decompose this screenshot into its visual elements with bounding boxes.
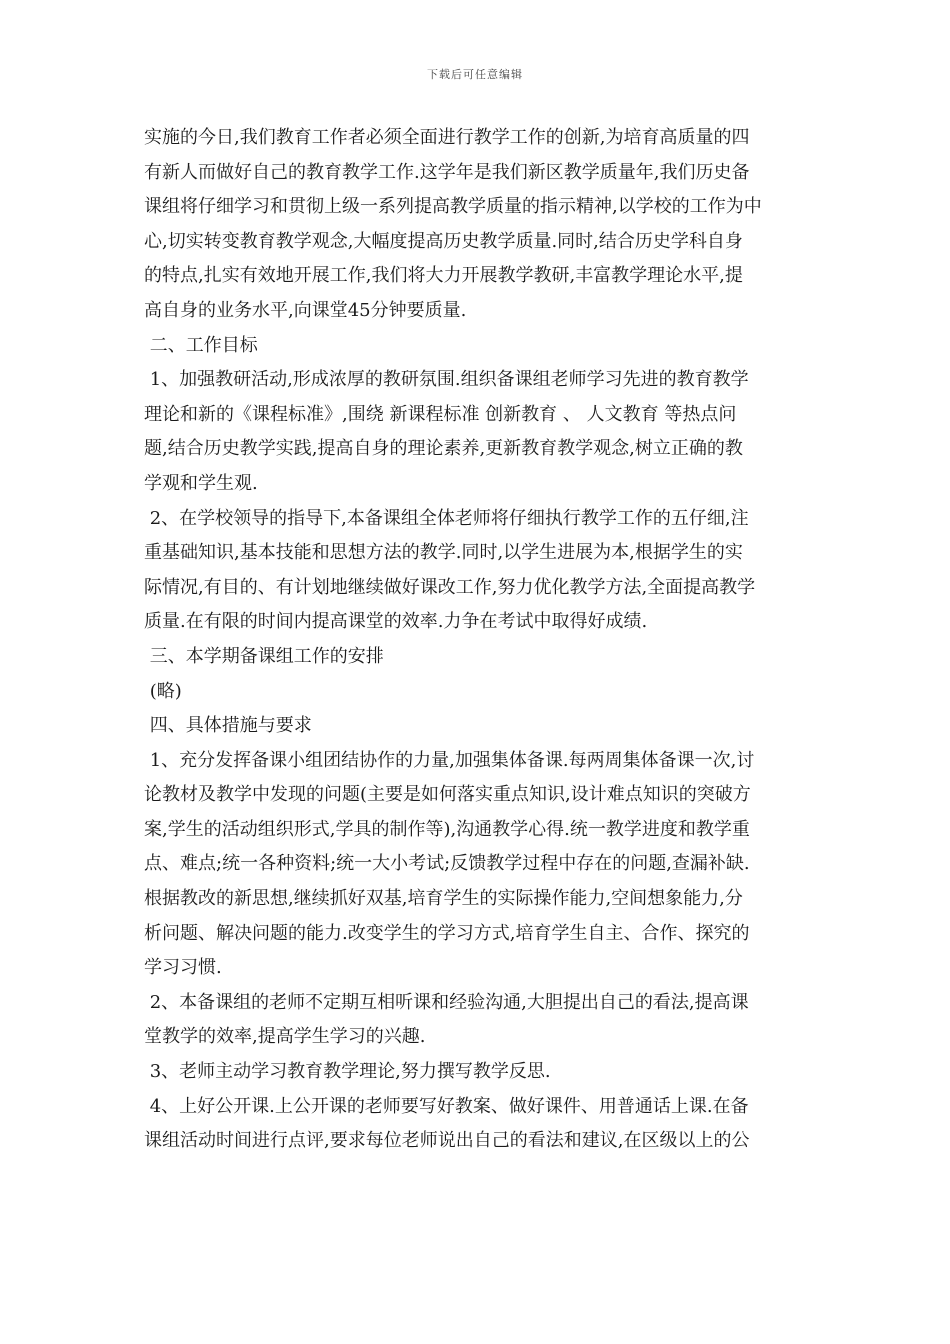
text-line: 学习习惯.	[144, 957, 222, 979]
text-line: 1、加强教研活动,形成浓厚的教研氛围.组织备课组老师学习先进的教育教学	[144, 369, 749, 391]
text-line: 的特点,扎实有效地开展工作,我们将大力开展教学教研,丰富教学理论水平,提	[144, 265, 743, 287]
section-heading: 二、工作目标	[144, 334, 258, 356]
page-header: 下载后可任意编辑	[427, 68, 523, 81]
text-line: 2、在学校领导的指导下,本备课组全体老师将仔细执行教学工作的五仔细,注	[144, 507, 749, 529]
section-heading: 三、本学期备课组工作的安排	[144, 645, 384, 667]
text-line: 重基础知识,基本技能和思想方法的教学.同时,以学生进展为本,根据学生的实	[144, 542, 743, 564]
text-line: 根据教改的新思想,继续抓好双基,培育学生的实际操作能力,空间想象能力,分	[144, 888, 743, 910]
document-body	[144, 121, 806, 1159]
text-line: 题,结合历史教学实践,提高自身的理论素养,更新教育教学观念,树立正确的教	[144, 438, 743, 460]
text-line: 点、难点;统一各种资料;统一大小考试;反馈教学过程中存在的问题,查漏补缺.	[144, 853, 750, 875]
text-line: 高自身的业务水平,向课堂45分钟要质量.	[144, 299, 467, 321]
text-line: 心,切实转变教育教学观念,大幅度提高历史教学质量.同时,结合历史学科自身	[144, 230, 743, 252]
text-line: (略)	[144, 680, 182, 702]
text-line: 论教材及教学中发现的问题(主要是如何落实重点知识,设计难点知识的突破方	[144, 784, 751, 806]
text-line: 析问题、解决问题的能力.改变学生的学习方式,培育学生自主、合作、探究的	[144, 922, 750, 944]
text-line: 课组将仔细学习和贯彻上级一系列提高教学质量的指示精神,以学校的工作为中	[144, 196, 762, 218]
section-heading: 四、具体措施与要求	[144, 715, 312, 737]
text-line: 案,学生的活动组织形式,学具的制作等),沟通教学心得.统一教学进度和教学重	[144, 818, 750, 840]
text-line: 课组活动时间进行点评,要求每位老师说出自己的看法和建议,在区级以上的公	[144, 1130, 750, 1152]
text-line: 质量.在有限的时间内提高课堂的效率.力争在考试中取得好成绩.	[144, 611, 648, 633]
text-line: 3、老师主动学习教育教学理论,努力撰写教学反思.	[144, 1061, 551, 1083]
text-line: 堂教学的效率,提高学生学习的兴趣.	[144, 1026, 426, 1048]
text-line: 学观和学生观.	[144, 472, 258, 494]
text-line: 有新人而做好自己的教育教学工作.这学年是我们新区教学质量年,我们历史备	[144, 161, 750, 183]
text-line: 4、上好公开课.上公开课的老师要写好教案、做好课件、用普通话上课.在备	[144, 1095, 749, 1117]
text-line: 际情况,有目的、有计划地继续做好课改工作,努力优化教学方法,全面提高教学	[144, 576, 756, 598]
text-line: 2、本备课组的老师不定期互相听课和经验沟通,大胆提出自己的看法,提高课	[144, 991, 749, 1013]
text-line: 1、充分发挥备课小组团结协作的力量,加强集体备课.每两周集体备课一次,讨	[144, 749, 755, 771]
text-line: 实施的今日,我们教育工作者必须全面进行教学工作的创新,为培育高质量的四	[144, 127, 750, 148]
text-line: 理论和新的《课程标准》,围绕 新课程标准 创新教育 、 人文教育 等热点问	[144, 403, 737, 425]
